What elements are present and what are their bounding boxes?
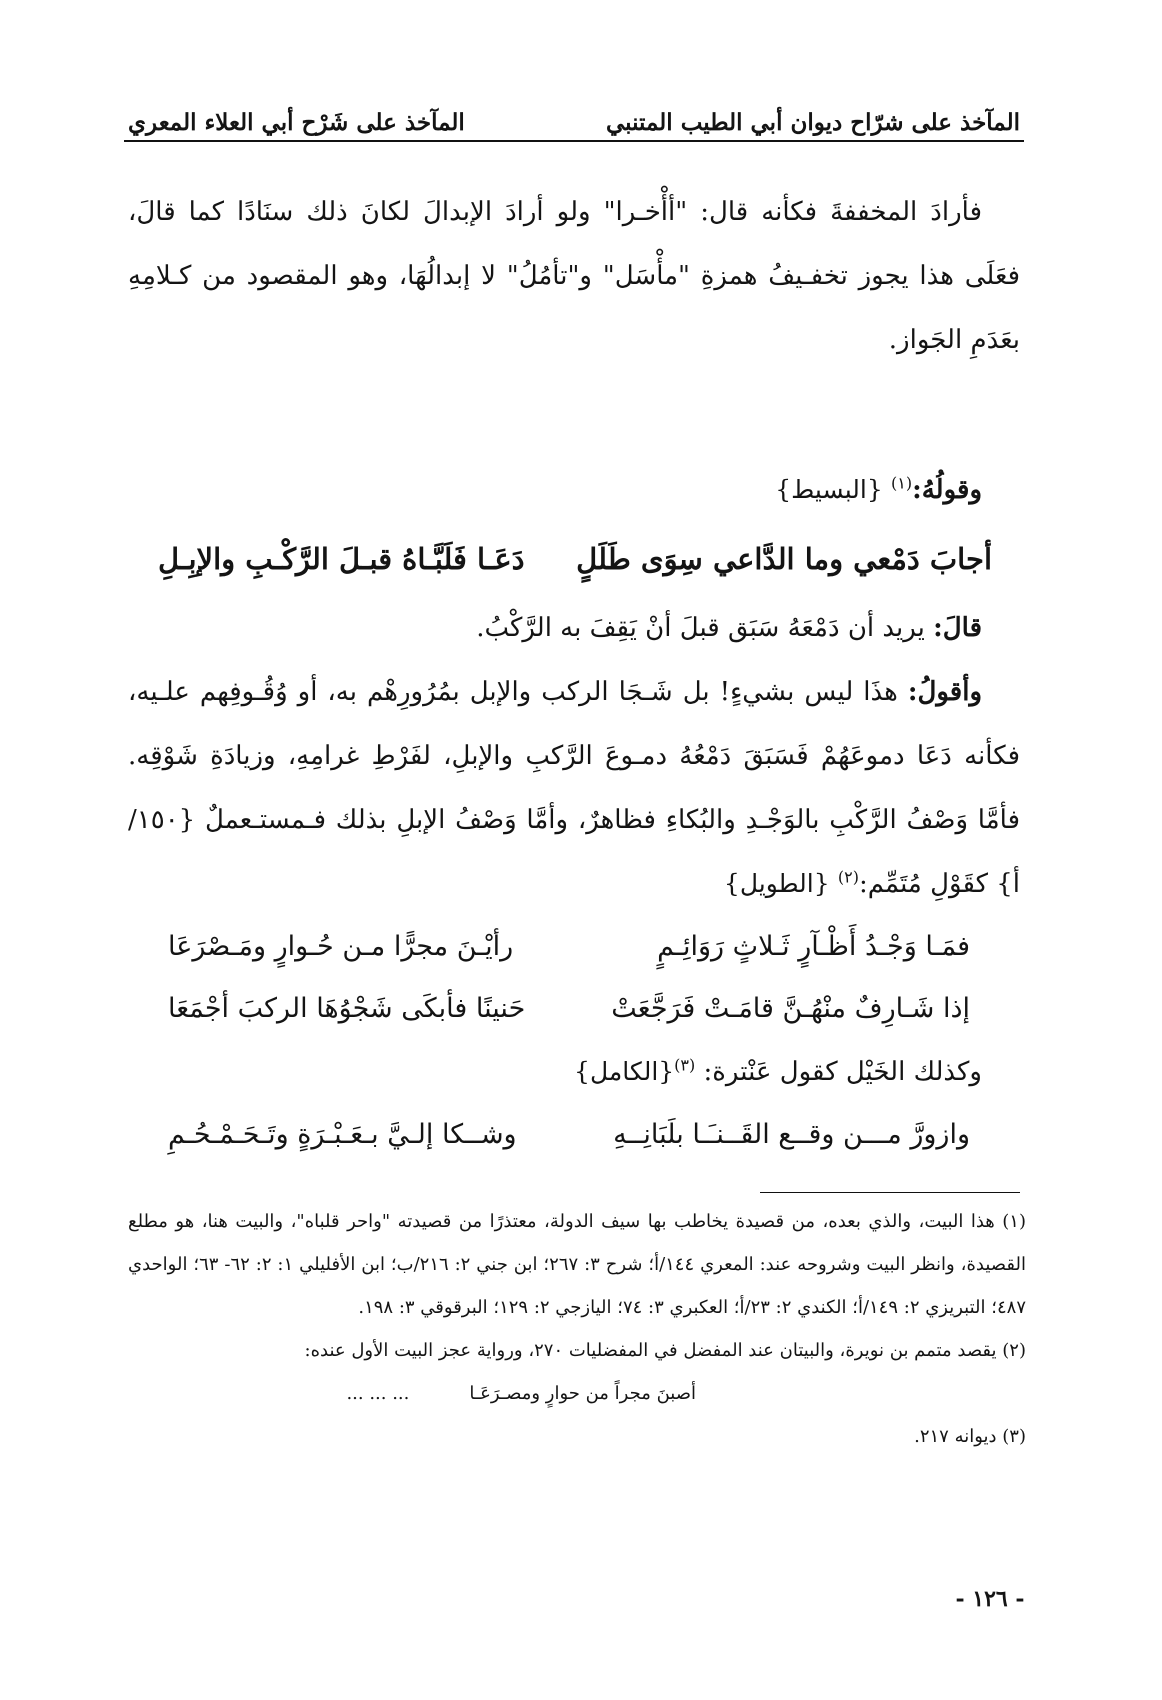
meter-kamil: {الكامل} — [574, 1057, 675, 1086]
verse-first-hemistich: إذا شَـارِفٌ منْهُـنَّ قامَـتْ فَرَجَّعَتْ — [611, 993, 970, 1024]
footnote-1: (١) هذا البيت، والذي بعده، من قصيدة يخاطب بها سيف الدولة، معتذرًا من قصيدته "واحر قلباه"، والبيت هنا، هو مطلع القصيدة، وانظر البيت وشروحه عند: المعري ١٤٤/أ؛ شرح ٣: ٢٦٧؛ ابن جني ٢: ٢١٦/ب؛ ابن الأفليلي ١: ٢: ٦٢- ٦٣؛ الواحدي ٤٨٧؛ التبريزي ٢: ١٤٩/أ؛ الكندي ٢: ٢٣/أ؛ العكبري ٣: ٧٤؛ اليازجي ٢: ١٢٩؛ البرقوقي ٣: ١٩٨. — [128, 1211, 1026, 1318]
antara-paragraph — [128, 1040, 1020, 1104]
quote-label: وقولُهُ: — [912, 475, 982, 505]
footnote-verse-first: أصبنَ مجراً من حوارٍ ومصـرَعَـا — [469, 1383, 696, 1404]
verse-second-hemistich: حَنينًا فأبكَى شَجْوُهَا الركبَ أجْمَعَا — [168, 993, 526, 1024]
meter-basit: {البسيط} — [775, 475, 883, 504]
verse-line-mutammim-2 — [128, 978, 1020, 1040]
verse-line-antara — [128, 1104, 1020, 1166]
footnote-2: (٢) يقصد متمم بن نويرة، والبيتان عند المفضل في المفضليات ٢٧٠، ورواية عجز البيت الأول عنده: — [304, 1340, 1026, 1361]
footnote-ref-1: (١) — [891, 473, 913, 493]
footnote-ref-3: (٣) — [674, 1055, 696, 1075]
intro-paragraph: فأرادَ المخففةَ فكأنه قال: "أأْخـرا" ولو أرادَ الإبدالَ لكانَ ذلك سنَادًا كما قالَ، فعَلَى هذا يجوز تخفـيفُ همزةِ "مأْسَل" و"تأمُلُ" لا إبدالُهَا، وهو المقصود من كـلامِهِ بعَدَمِ الجَواز. — [128, 197, 1020, 355]
verse-line-mutammim-1 — [128, 916, 1020, 978]
verse-line-main — [128, 522, 1020, 596]
qala-text: يريد أن دَمْعَهُ سَبَق قبلَ أنْ يَقِفَ به الرَّكْبُ. — [476, 613, 925, 643]
verse-first-hemistich: فمَـا وَجْـدُ أَظْـآرٍ ثَـلاثٍ رَوَائِـمٍ — [657, 931, 970, 962]
header-left-title: المآخذ على شَرْح أبي العلاء المعري — [128, 109, 465, 136]
qala-label: قالَ: — [933, 613, 982, 643]
footnotes — [128, 1200, 1026, 1458]
verse-second-hemistich: دَعَـا فَلَبَّـاهُ قبـلَ الرَّكْـبِ والإبِـلِ — [158, 542, 525, 576]
page-number: - ١٢٦ - — [955, 1586, 1025, 1612]
footnote-verse-second: ... ... ... — [346, 1383, 410, 1404]
footnote-ref-2: (٢) — [837, 867, 859, 887]
header-divider — [124, 140, 1024, 142]
quote-heading — [128, 458, 1020, 522]
aqulu-text: هذَا ليس بشيءٍ! بل شَـجَا الركب والإبل بمُرُورِهْم به، أو وُقُـوفِهم علـيه، فكأنه دَعَا دموعَهُمْ فَسَبَقَ دَمْعُهُ دمـوعَ الرَّكبِ والإبلِ، لفَرْطِ غرامِهِ، وزيادَةِ شَوْقِه. فأمَّا وَصْفُ الرَّكْبِ بالوَجْـدِ والبُكاءِ فظاهرٌ، وأمَّا وَصْفُ الإبلِ بذلك فـمستـعملٌ {١٥٠/أ} كقَوْلِ مُتَمِّم: — [128, 677, 1020, 899]
qala-paragraph — [128, 596, 1020, 660]
main-text — [128, 180, 1020, 1166]
verse-first-hemistich: أجابَ دَمْعي وما الدَّاعي سِوَى طَلَلٍ — [576, 542, 992, 576]
aqulu-label: وأقولُ: — [907, 677, 983, 707]
header-right-title: المآخذ على شرّاح ديوان أبي الطيب المتنبي — [606, 109, 1020, 136]
section-gap — [128, 372, 1020, 458]
verse-second-hemistich: وشــكا إلـيَّ بـعَـبْـرَةٍ وتَـحَـمْـحُـمِ — [168, 1119, 517, 1150]
footnote-2-verse — [128, 1372, 1026, 1415]
verse-second-hemistich: رأيْـنَ مجرًّا مـن حُـوارٍ ومَـصْرَعَا — [168, 931, 514, 962]
aqulu-paragraph — [128, 660, 1020, 916]
antara-text: وكذلك الخَيْل كقول عَنْترة: — [703, 1057, 982, 1087]
footnote-divider — [760, 1192, 1020, 1193]
running-header — [128, 92, 1020, 136]
footnote-3: (٣) ديوانه ٢١٧. — [914, 1426, 1026, 1447]
verse-first-hemistich: وازورَّ مـــن وقــع القَــنـَـا بلَبَانِــهِ — [613, 1119, 970, 1150]
meter-tawil: {الطويل} — [723, 869, 830, 898]
